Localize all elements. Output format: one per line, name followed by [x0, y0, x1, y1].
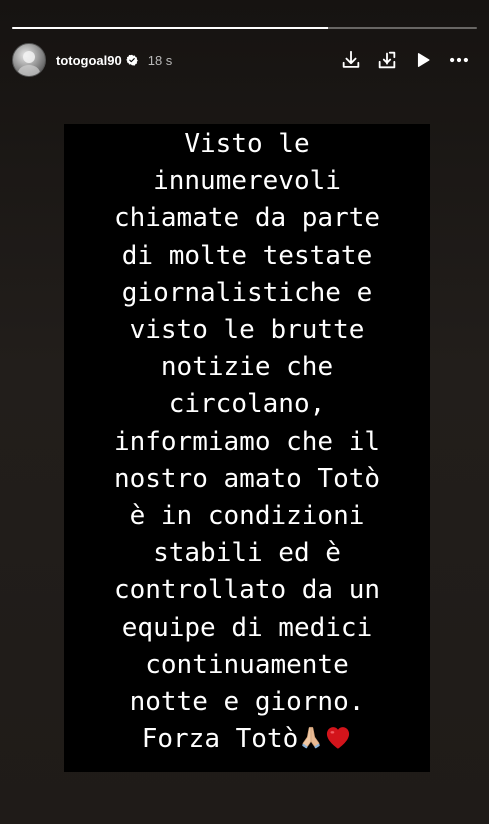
download-icon: [340, 49, 362, 71]
story-text-line: circolano,: [168, 389, 326, 420]
story-text-line: è in condizioni: [129, 501, 365, 532]
story-text-line: informiamo che il: [113, 426, 381, 457]
download-button[interactable]: [333, 44, 369, 76]
red-heart-icon: [324, 724, 352, 761]
praying-hands-icon: [298, 724, 324, 761]
story-text-line: notte e giorno.: [129, 687, 365, 718]
avatar-image: [13, 44, 45, 76]
story-text-line: giornalistiche e: [121, 277, 373, 308]
story-text-line: nostro amato Totò: [113, 463, 381, 494]
username[interactable]: totogoal90: [56, 52, 122, 68]
story-text-line: equipe di medici: [121, 612, 373, 643]
verified-badge-icon: [126, 54, 138, 66]
timestamp: 18 s: [147, 52, 173, 68]
play-icon: [414, 51, 432, 69]
story-header: [12, 42, 477, 78]
story-text-line: notizie che: [160, 352, 334, 383]
more-options-button[interactable]: [441, 44, 477, 76]
play-button[interactable]: [405, 44, 441, 76]
story-card: [64, 124, 430, 772]
story-text-line: di molte testate: [121, 240, 373, 271]
story-actions: [333, 44, 477, 76]
story-text-line: Forza Totò: [141, 724, 299, 755]
more-icon: [448, 49, 470, 71]
story-text: [64, 126, 430, 761]
story-text-line: Visto le: [184, 129, 310, 159]
story-text-line: chiamate da parte: [113, 203, 381, 234]
share-icon: [376, 49, 398, 71]
story-text-line: visto le brutte: [129, 315, 365, 346]
story-text-line: continuamente: [145, 649, 349, 680]
story-progress-bar: [12, 27, 477, 29]
story-text-line: stabili ed è: [153, 538, 341, 569]
avatar[interactable]: [12, 43, 46, 77]
story-text-line: innumerevoli: [153, 166, 341, 197]
share-button[interactable]: [369, 44, 405, 76]
story-text-line: controllato da un: [113, 575, 381, 606]
story-progress-fill: [12, 27, 328, 29]
